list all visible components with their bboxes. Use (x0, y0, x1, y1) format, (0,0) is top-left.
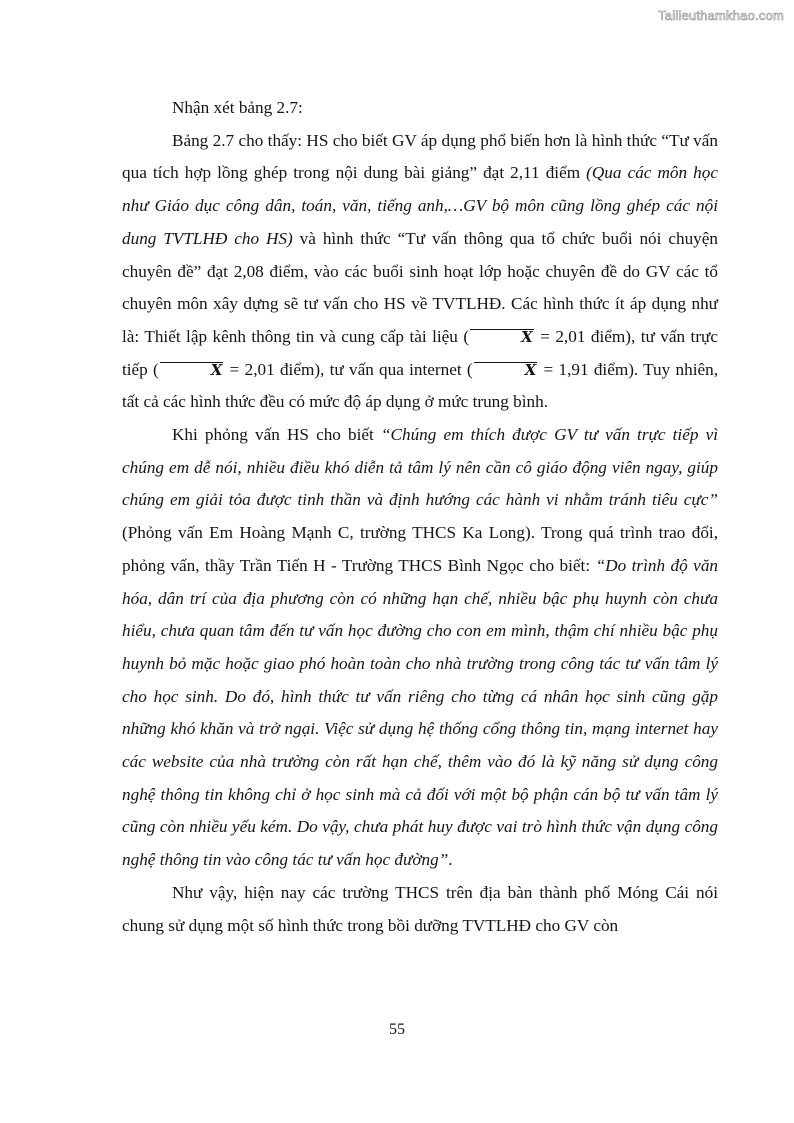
paragraph-conclusion: Như vậy, hiện nay các trường THCS trên địa bàn thành phố Móng Cái nói chung sử dụng một số hình thức trong bồi dưỡng TVTLHĐ cho GV còn (122, 882, 718, 935)
page-number: 55 (389, 1021, 405, 1038)
text-span: = 2,01 điểm), tư vấn trực tiếp ( (122, 326, 718, 379)
section-heading: Nhận xét bảng 2.7: (172, 98, 303, 117)
student-quote: “Chúng em thích được GV tư vấn trực tiếp vì chúng em dễ nói, nhiều điều khó diễn tả tâm lý nên cần cô giáo động viên ngay, giúp chúng em giải tỏa được tinh thần và định hướng các hành vi nhằm tránh tiêu cực” (122, 425, 718, 510)
text-span: Bảng 2.7 cho thấy: HS cho biết GV áp dụng phổ biến hơn là hình thức “Tư vấn qua tích hợp lồng ghép trong nội dung bài giảng” đạt 2,11 điểm (122, 130, 718, 183)
document-body (122, 92, 718, 942)
text-span: Khi phỏng vấn HS cho biết (172, 425, 381, 445)
paragraph-table-summary (122, 125, 718, 419)
mean-symbol: X (474, 362, 538, 378)
text-span: = 2,01 điểm), tư vấn qua internet ( (224, 359, 473, 379)
mean-symbol: X (470, 329, 534, 345)
watermark: Tailieuthamkhao.com (658, 8, 784, 23)
text-span: và hình thức “Tư vấn thông qua tổ chức buổi nói chuyện chuyên đề” đạt 2,08 điểm, vào các buổi sinh hoạt lớp hoặc chuyên đề do GV các tổ chuyên môn xây dựng sẽ tư vấn cho HS về TVTLHĐ. Các hình thức ít áp dụng như là: Thiết lập kênh thông tin và cung cấp tài liệu ( (122, 228, 718, 346)
paragraph-interview (122, 419, 718, 877)
text-span: = 1,91 điểm). Tuy nhiên, tất cả các hình thức đều có mức độ áp dụng ở mức trung bình. (122, 359, 718, 412)
text-span: (Phỏng vấn Em Hoàng Mạnh C, trường THCS Ka Long). Trong quá trình trao đổi, phỏng vấn, thầy Trần Tiến H - Trường THCS Bình Ngọc cho biết: (122, 523, 718, 575)
text-span: . (448, 850, 453, 870)
italic-note: (Qua các môn học như Giáo dục công dân, toán, văn, tiếng anh,…GV bộ môn cũng lồng ghép các nội dung TVTLHĐ cho HS) (122, 163, 718, 248)
teacher-quote: “Do trình độ văn hóa, dân trí của địa phương còn có những hạn chế, nhiều bậc phụ huynh còn chưa hiểu, chưa quan tâm đến tư vấn học đường cho con em mình, thậm chí nhiều bậc phụ huynh bỏ mặc hoặc giao phó hoàn toàn cho nhà trường trong công tác tư vấn tâm lý cho học sinh. Do đó, hình thức tư vấn riêng cho từng cá nhân học sinh cũng gặp những khó khăn và trở ngại. Việc sử dụng hệ thống cổng thông tin, mạng internet hay các website của nhà trường còn rất hạn chế, thêm vào đó là kỹ năng sử dụng công nghệ thông tin không chỉ ở học sinh mà cả đối với một bộ phận cán bộ tư vấn tâm lý cũng còn nhiều yếu kém. Do vậy, chưa phát huy được vai trò hình thức vận dụng công nghệ thông tin vào công tác tư vấn học đường” (122, 555, 719, 870)
mean-symbol: X (160, 362, 224, 378)
